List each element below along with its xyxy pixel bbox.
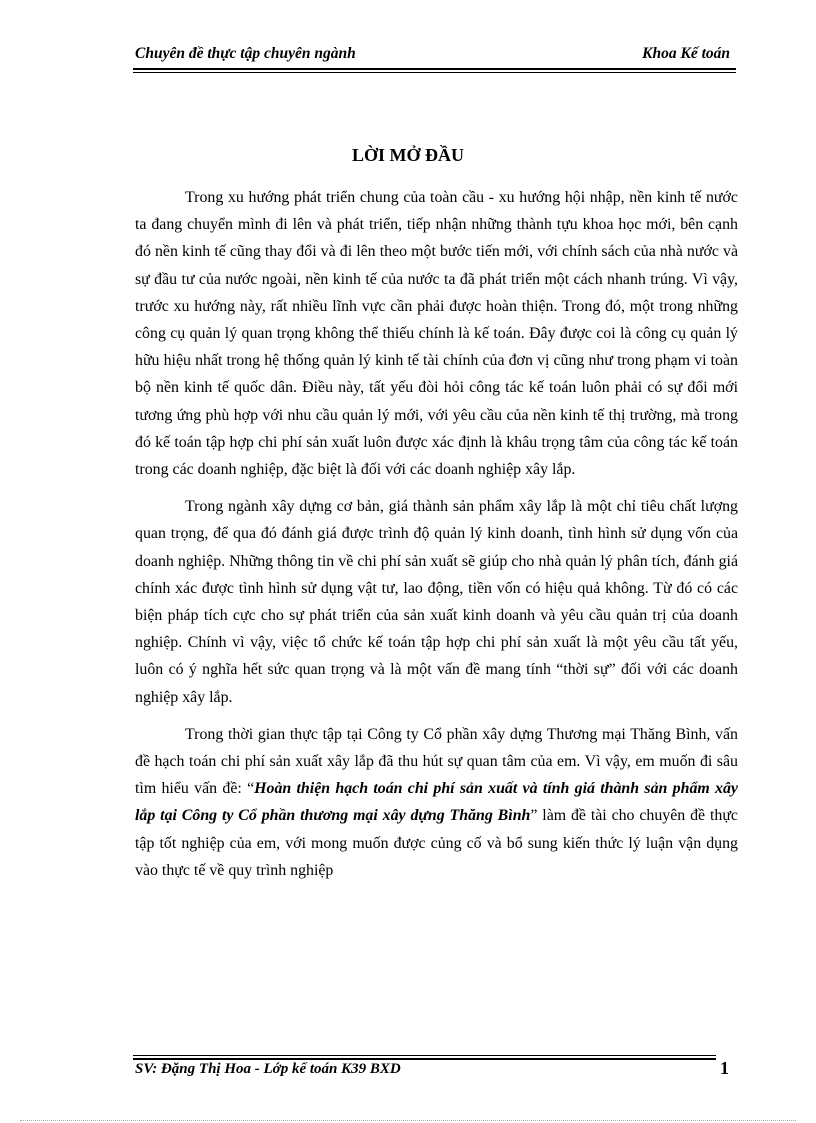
footer-rule-thick (133, 1058, 716, 1060)
page-title: LỜI MỞ ĐẦU (352, 145, 464, 165)
paragraph-3 (135, 721, 738, 884)
page-bottom-border (20, 1120, 796, 1121)
header-course-title: Chuyên đề thực tập chuyên ngành (135, 45, 356, 62)
header-rule-thin (133, 72, 736, 73)
thesis-topic: Hoàn thiện hạch toán chi phí sản xuất và tính giá thành sản phẩm xây lắp tại Công ty Cổ phần thương mại xây dựng Thăng Bình (135, 780, 738, 825)
paragraph-3-intro: Trong thời gian thực tập tại Công ty Cổ phần xây dựng Thương mại Thăng Bình, vấn đề hạch toán chi phí sản xuất xây lắp đã thu hút sự quan tâm của em. Vì vậy, em muốn đi sâu tìm hiểu vấn đề: “ (135, 725, 738, 798)
header-rule-thick (133, 68, 736, 70)
paragraph-2: Trong ngành xây dựng cơ bản, giá thành sản phẩm xây lắp là một chỉ tiêu chất lượng quan trọng, để qua đó đánh giá được trình độ quản lý kinh doanh, tình hình sử dụng vốn của doanh nghiệp. Những thông tin về chi phí sản xuất sẽ giúp cho nhà quản lý phân tích, đánh giá chính xác được tình hình sử dụng vật tư, lao động, tiền vốn có hiệu quả không. Từ đó có các biện pháp tích cực cho sự phát triển của sản xuất kinh doanh và yêu cầu quản trị của doanh nghiệp. Chính vì vậy, việc tổ chức kế toán tập hợp chi phí sản xuất là một yêu cầu tất yếu, luôn có ý nghĩa hết sức quan trọng và là một vấn đề mang tính “thời sự” đối với các doanh nghiệp xây lắp. (135, 498, 738, 706)
paragraph-3-rest: ” làm đề tài cho chuyên đề thực tập tốt nghiệp của em, với mong muốn được củng cố và bổ sung kiến thức lý luận vận dụng vào thực tế về quy trình nghiệp (135, 807, 738, 879)
header-department: Khoa Kế toán (642, 45, 730, 62)
footer-rule-thin (133, 1055, 716, 1056)
document-body (135, 184, 738, 894)
footer-student-info: SV: Đặng Thị Hoa - Lớp kế toán K39 BXD (135, 1061, 401, 1077)
page-number: 1 (720, 1058, 729, 1078)
paragraph-1: Trong xu hướng phát triển chung của toàn cầu - xu hướng hội nhập, nền kinh tế nước ta đang chuyển mình đi lên và phát triển, tiếp nhận những thành tựu khoa học mới, bên cạnh đó nền kinh tế cũng thay đổi và đi lên theo một bước tiến mới, với chính sách của nhà nước và sự đầu tư của nước ngoài, nền kinh tế của nước ta đã phát triển một cách nhanh trúng. Vì vậy, trước xu hướng này, rất nhiều lĩnh vực cần phải được hoàn thiện. Trong đó, một trong những công cụ quản lý quan trọng không thể thiếu chính là kế toán. Đây được coi là công cụ quản lý hữu hiệu nhất trong hệ thống quản lý kinh tế tài chính của đơn vị cũng như trong phạm vi toàn bộ nền kinh tế quốc dân. Điều này, tất yếu đòi hỏi công tác kế toán luôn phải có sự đổi mới tương ứng phù hợp với nhu cầu quản lý mới, với yêu cầu của nền kinh tế thị trường, mà trong đó kế toán tập hợp chi phí sản xuất luôn được xác định là khâu trọng tâm của công tác kế toán trong các doanh nghiệp, đặc biệt là đối với các doanh nghiệp xây lắp. (135, 189, 738, 479)
